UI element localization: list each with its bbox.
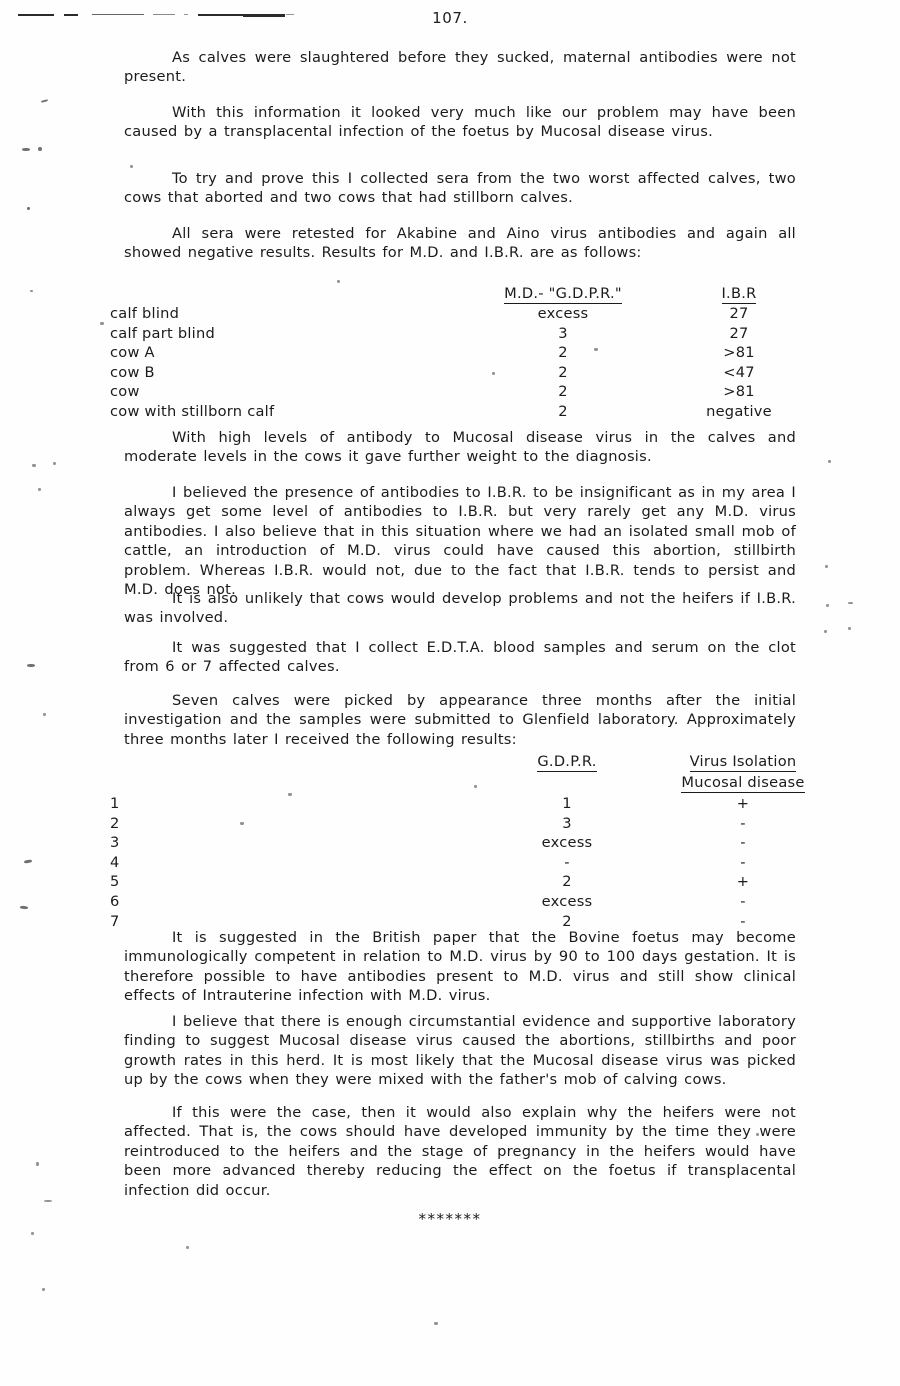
serology-table [110, 284, 810, 422]
table-header-row [110, 752, 814, 794]
row-virus: - [740, 853, 746, 871]
scan-speck [31, 1232, 34, 1235]
scan-speck [130, 165, 133, 168]
table-row [110, 382, 810, 402]
row-virus: + [736, 795, 750, 812]
row-label: cow with stillborn calf [110, 402, 275, 420]
paragraph-block-2 [124, 103, 796, 142]
scan-speck [186, 1246, 189, 1249]
row-label: 6 [110, 892, 120, 910]
paragraph-text: Seven calves were picked by appearance three months after the initial investigation and the samples were submitted to Glenfield laboratory. Approximately three months later I received the following results: [124, 692, 796, 748]
scan-speck [32, 464, 36, 467]
row-label: 2 [110, 814, 120, 832]
row-gdpr: 2 [562, 912, 572, 930]
scan-speck [53, 462, 56, 465]
scan-speck [42, 1288, 45, 1291]
results-header-virus-stack [672, 752, 814, 794]
row-virus: - [740, 814, 746, 832]
scan-speck [44, 1200, 52, 1202]
table-row [110, 814, 814, 834]
scan-speck [824, 630, 827, 633]
row-label: 4 [110, 853, 120, 871]
scan-speck [826, 604, 829, 607]
table-row [110, 794, 814, 814]
paragraph-text: It is suggested in the British paper that the Bovine foetus may become immunologically competent in relation to M.D. virus by 90 to 100 days gestation. It is therefore possible to have antibodies present to M.D. virus and still show clinical effects of Intrauterine infection with M.D. virus. [124, 929, 796, 1005]
results-header-gdpr [462, 752, 672, 794]
paragraph-block-11 [124, 1012, 796, 1090]
scan-speck [20, 906, 28, 910]
results-header-gdpr-text: G.D.P.R. [537, 753, 597, 770]
row-gdpr: excess [541, 892, 593, 910]
table-row [110, 363, 810, 383]
scan-speck [38, 488, 41, 491]
paragraph-text: As calves were slaughtered before they sucked, maternal antibodies were not present. [124, 49, 796, 86]
scan-speck [24, 859, 32, 863]
results-table-grid [110, 752, 814, 931]
results-header-virus-line1: Virus Isolation [689, 753, 797, 770]
table-row [110, 324, 810, 344]
row-gdpr: - [564, 853, 570, 871]
table-row [110, 853, 814, 873]
row-label: cow [110, 383, 140, 401]
serology-header-label [110, 284, 458, 304]
scan-speck [848, 627, 851, 630]
paragraph-block-4 [124, 224, 796, 263]
section-end-marker: ******* [418, 1210, 482, 1228]
row-virus: - [740, 834, 746, 852]
row-virus: - [740, 892, 746, 910]
results-header-label [110, 752, 462, 794]
row-label: cow B [110, 363, 155, 381]
row-label: calf blind [110, 305, 180, 322]
row-gdpr: 3 [562, 814, 572, 832]
row-ibr: <47 [723, 363, 755, 381]
row-ibr: >81 [723, 383, 755, 401]
paragraph-block-10 [124, 928, 796, 1006]
paragraph-text: With high levels of antibody to Mucosal disease virus in the calves and moderate levels in the cows it gave further weight to the diagnosis. [124, 429, 796, 466]
serology-header-ibr-text: I.B.R [721, 285, 757, 302]
row-gdpr: 1 [562, 795, 572, 812]
row-label: 3 [110, 834, 120, 852]
scan-speck [848, 602, 853, 604]
table-row [110, 304, 810, 324]
paragraph-text: I believed the presence of antibodies to I.B.R. to be insignificant as in my area I always get some level of antibodies to I.B.R. but very rarely get any M.D. virus antibodies. I also believe that in this situation where we had an isolated small mob of cattle, an introduction of M.D. virus could have caused this abortion, stillbirth problem. Whereas I.B.R. would not, due to the fact that I.B.R. tends to persist and M.D. does not. [124, 484, 796, 599]
row-gdpr: excess [541, 834, 593, 852]
scan-speck [38, 147, 42, 151]
paragraph-text: To try and prove this I collected sera from the two worst affected calves, two cows that aborted and two cows that had stillborn calves. [124, 170, 796, 207]
serology-header-ibr [668, 284, 810, 304]
row-md: 2 [558, 363, 568, 381]
serology-header-md [458, 284, 668, 304]
results-header-virus [672, 752, 814, 794]
scan-speck [337, 280, 340, 283]
paragraph-text: It is also unlikely that cows would develop problems and not the heifers if I.B.R. was involved. [124, 590, 796, 627]
row-label: calf part blind [110, 324, 216, 342]
table-header-row [110, 284, 810, 304]
page-number: 107. [432, 9, 468, 27]
table-row [110, 833, 814, 853]
scan-speck [27, 664, 35, 667]
paragraph-text: If this were the case, then it would also explain why the heifers were not affected. That is, the cows should have developed immunity by the time they were reintroduced to the heifers and the stage of pregnancy in the heifers would have been more advanced thereby reducing the effect on the foetus if transplacental infection did occur. [124, 1104, 796, 1199]
row-label: cow A [110, 344, 155, 362]
row-label: 7 [110, 912, 120, 930]
row-ibr: 27 [729, 324, 749, 342]
scan-speck [825, 565, 828, 568]
row-md: 2 [558, 402, 568, 420]
scan-speck [30, 290, 33, 292]
row-ibr: >81 [723, 344, 755, 362]
paragraph-text: It was suggested that I collect E.D.T.A. blood samples and serum on the clot from 6 or 7 affected calves. [124, 639, 796, 676]
paragraph-block-9 [124, 691, 796, 749]
row-md: 3 [558, 324, 568, 342]
row-label: 1 [110, 795, 120, 812]
row-ibr: negative [706, 402, 772, 420]
paragraph-text: All sera were retested for Akabine and Aino virus antibodies and again all showed negative results. Results for M.D. and I.B.R. are as follows: [124, 225, 796, 262]
scan-speck [828, 460, 831, 463]
paragraph-text: With this information it looked very much like our problem may have been caused by a transplacental infection of the foetus by Mucosal disease virus. [124, 104, 796, 141]
results-table-body [110, 794, 814, 931]
row-md: excess [537, 305, 589, 322]
paragraph-block-3 [124, 169, 796, 208]
results-table [110, 752, 810, 931]
table-row [110, 892, 814, 912]
serology-table-body [110, 304, 810, 422]
scan-speck [36, 1162, 39, 1166]
table-row [110, 343, 810, 363]
scan-speck [100, 322, 104, 325]
scan-speck [43, 713, 46, 716]
row-gdpr: 2 [562, 873, 572, 891]
scan-speck [434, 1322, 438, 1325]
row-label: 5 [110, 873, 120, 891]
serology-table-grid [110, 284, 810, 422]
paragraph-block-12 [124, 1103, 796, 1200]
scan-speck [27, 207, 30, 210]
paragraph-block-7 [124, 589, 796, 628]
row-virus: + [736, 873, 750, 891]
results-header-virus-line2: Mucosal disease [681, 774, 805, 791]
table-row [110, 402, 810, 422]
serology-header-md-text: M.D.- "G.D.P.R." [504, 285, 622, 302]
paragraph-text: I believe that there is enough circumstantial evidence and supportive laboratory finding to suggest Mucosal disease virus caused the abortions, stillbirths and poor growth rates in this herd. It is most likely that the Mucosal disease virus was picked up by the cows when they were mixed with the father's mob of calving cows. [124, 1013, 796, 1089]
row-virus: - [740, 912, 746, 930]
paragraph-block-6 [124, 483, 796, 599]
row-md: 2 [558, 344, 568, 362]
paragraph-block-8 [124, 638, 796, 677]
row-md: 2 [558, 383, 568, 401]
paragraph-block-5 [124, 428, 796, 467]
scan-speck [41, 99, 48, 103]
paragraph-block-1 [124, 48, 796, 87]
scan-speck [22, 148, 30, 151]
table-row [110, 872, 814, 892]
row-ibr: 27 [729, 305, 749, 322]
